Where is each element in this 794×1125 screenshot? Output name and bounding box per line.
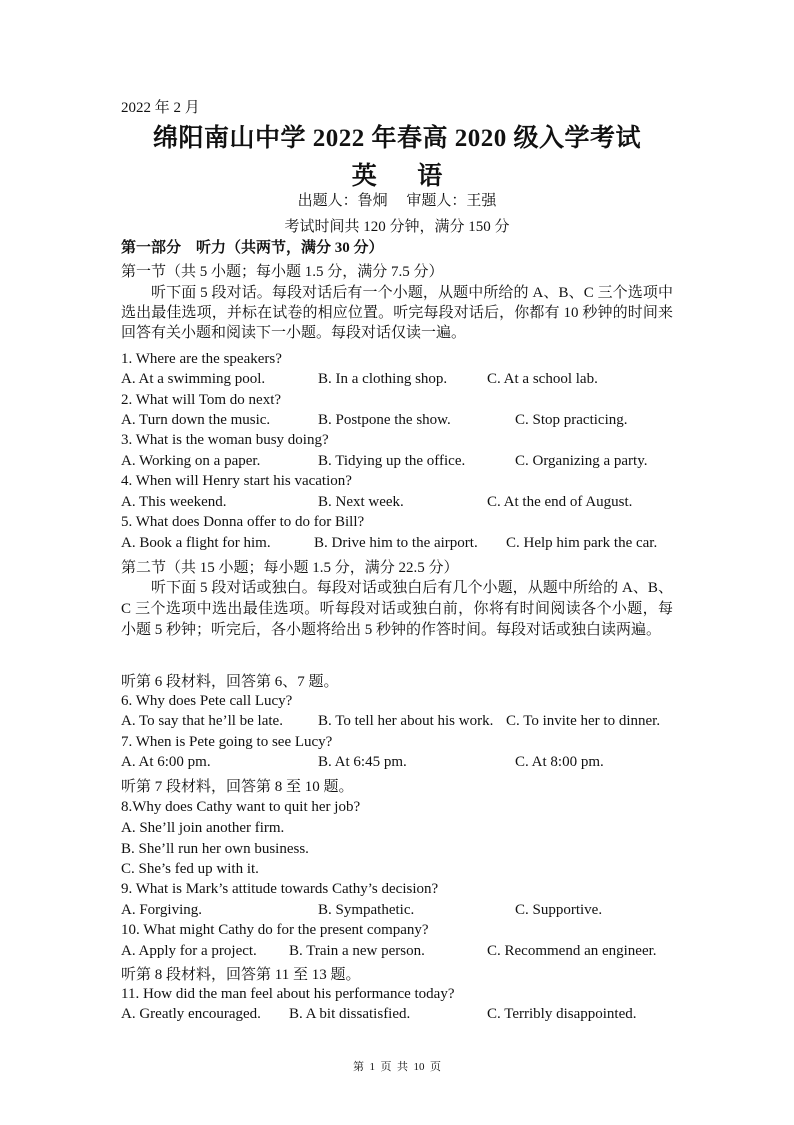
section2-instructions: 听下面 5 段对话或独白。每段对话或独白后有几个小题，从题中所给的 A、B、C 三个选项中选出最佳选项。听每段对话或独白前，你将有时间阅读各个小题，每小题 5 秒钟；听完后，各小题将给出 5 秒钟的作答时间。每段对话或独白读两遍。: [121, 580, 673, 638]
q1-option-c: C. At a school lab.: [487, 371, 598, 387]
q5-option-c: C. Help him park the car.: [506, 535, 658, 551]
q5-option-b: B. Drive him to the airport.: [314, 535, 478, 551]
q4-option-a: A. This weekend.: [121, 494, 227, 510]
q3-option-b: B. Tidying up the office.: [318, 453, 466, 469]
section1-heading: 第一节（共 5 小题；每小题 1.5 分，满分 7.5 分）: [121, 264, 444, 280]
q5-option-a: A. Book a flight for him.: [121, 535, 271, 551]
question-7: 7. When is Pete going to see Lucy?: [121, 734, 333, 750]
q10-option-c: C. Recommend an engineer.: [487, 943, 657, 959]
q7-option-b: B. At 6:45 pm.: [318, 754, 407, 770]
q9-option-c: C. Supportive.: [515, 902, 603, 918]
question-5: 5. What does Donna offer to do for Bill?: [121, 514, 365, 530]
q11-option-a: A. Greatly encouraged.: [121, 1006, 261, 1022]
page-footer: 第 1 页 共 10 页: [353, 1061, 441, 1073]
q7-option-a: A. At 6:00 pm.: [121, 754, 211, 770]
q11-option-b: B. A bit dissatisfied.: [289, 1006, 411, 1022]
q8-option-c: C. She’s fed up with it.: [121, 861, 259, 877]
q2-option-c: C. Stop practicing.: [515, 412, 628, 428]
q4-option-c: C. At the end of August.: [487, 494, 633, 510]
time-info: 考试时间共 120 分钟，满分 150 分: [284, 219, 510, 235]
subject-char: 语: [417, 163, 443, 190]
question-4: 4. When will Henry start his vacation?: [121, 473, 352, 489]
q6-option-b: B. To tell her about his work.: [318, 713, 494, 729]
q8-option-a: A. She’ll join another firm.: [121, 820, 285, 836]
part1-heading: 第一部分 听力（共两节，满分 30 分）: [121, 240, 384, 256]
section1-instructions: 听下面 5 段对话。每段对话后有一个小题，从题中所给的 A、B、C 三个选项中选出最佳选项，并标在试卷的相应位置。听完每段对话后，你都有 10 秒钟的时间来回答有关小题和阅读下一小题。每段对话仅读一遍。: [121, 285, 673, 342]
exam-title: 绵阳南山中学 2022 年春高 2020 级入学考试: [152, 125, 641, 152]
q10-option-a: A. Apply for a project.: [121, 943, 257, 959]
question-1: 1. Where are the speakers?: [121, 351, 282, 367]
authors-line: 出题人：鲁炯 审题人：王强: [297, 193, 497, 209]
q7-option-c: C. At 8:00 pm.: [515, 754, 604, 770]
q9-option-a: A. Forgiving.: [121, 902, 202, 918]
material-7-note: 听第 7 段材料，回答第 8 至 10 题。: [121, 779, 354, 795]
question-6: 6. Why does Pete call Lucy?: [121, 693, 293, 709]
q3-option-a: A. Working on a paper.: [121, 453, 261, 469]
subject-char: 英: [351, 163, 377, 190]
q6-option-a: A. To say that he’ll be late.: [121, 713, 283, 729]
material-8-note: 听第 8 段材料，回答第 11 至 13 题。: [121, 967, 361, 983]
q2-option-a: A. Turn down the music.: [121, 412, 271, 428]
q2-option-b: B. Postpone the show.: [318, 412, 451, 428]
exam-date: 2022 年 2 月: [121, 100, 200, 116]
q11-option-c: C. Terribly disappointed.: [487, 1006, 637, 1022]
question-9: 9. What is Mark’s attitude towards Cathy’s decision?: [121, 881, 439, 897]
q8-option-b: B. She’ll run her own business.: [121, 841, 309, 857]
q1-option-b: B. In a clothing shop.: [318, 371, 448, 387]
question-10: 10. What might Cathy do for the present company?: [121, 922, 429, 938]
question-8: 8.Why does Cathy want to quit her job?: [121, 799, 361, 815]
question-2: 2. What will Tom do next?: [121, 392, 282, 408]
q1-option-a: A. At a swimming pool.: [121, 371, 266, 387]
q4-option-b: B. Next week.: [318, 494, 404, 510]
q6-option-c: C. To invite her to dinner.: [506, 713, 661, 729]
question-3: 3. What is the woman busy doing?: [121, 432, 329, 448]
q10-option-b: B. Train a new person.: [289, 943, 425, 959]
question-11: 11. How did the man feel about his performance today?: [121, 986, 455, 1002]
subject-title: [0, 156, 794, 192]
q3-option-c: C. Organizing a party.: [515, 453, 648, 469]
section2-heading: 第二节（共 15 小题；每小题 1.5 分，满分 22.5 分）: [121, 560, 459, 576]
material-6-note: 听第 6 段材料，回答第 6、7 题。: [121, 674, 339, 690]
q9-option-b: B. Sympathetic.: [318, 902, 415, 918]
